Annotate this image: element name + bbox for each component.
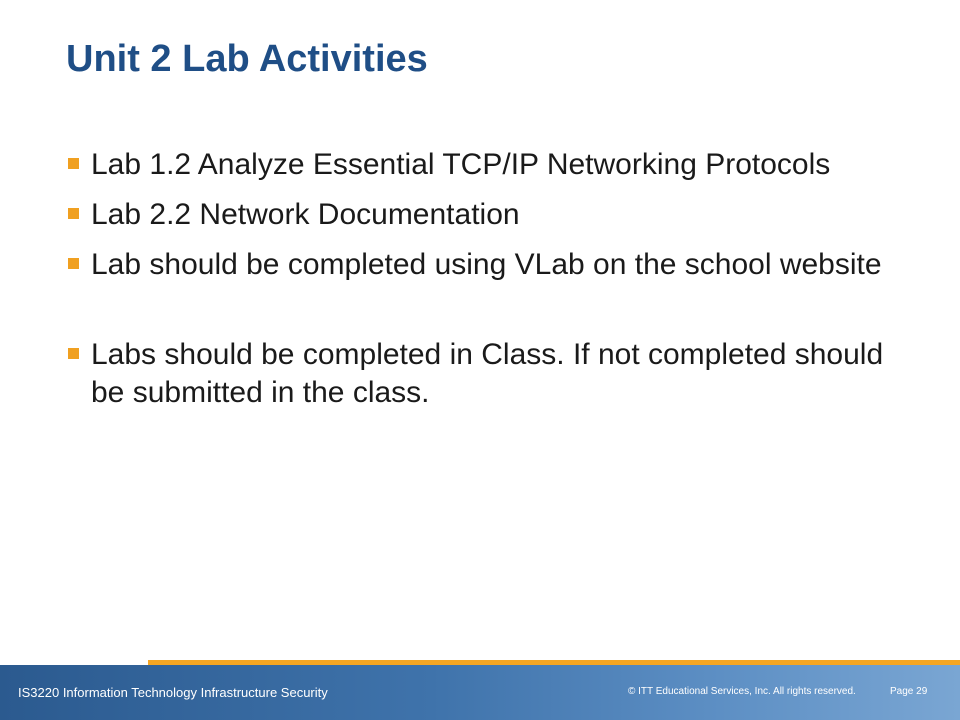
square-bullet-icon <box>68 348 79 359</box>
bullet-text: Lab 1.2 Analyze Essential TCP/IP Networking Protocols <box>91 148 831 181</box>
footer-page-number: Page 29 <box>890 686 928 697</box>
bullet-item-vlab <box>66 246 886 284</box>
square-bullet-icon <box>68 258 79 269</box>
bullet-list <box>66 146 886 424</box>
footer-course-title: IS3220 Information Technology Infrastructure Security <box>18 685 328 700</box>
slide-title: Unit 2 Lab Activities <box>66 38 428 80</box>
bullet-text: Labs should be completed in Class. If not completed should be submitted in the class. <box>91 338 884 409</box>
bullet-item-lab-2-2 <box>66 196 886 234</box>
bullet-text: Lab should be completed using VLab on the school website <box>91 248 882 281</box>
bullet-item-completion <box>66 336 886 412</box>
square-bullet-icon <box>68 208 79 219</box>
bullet-text: Lab 2.2 Network Documentation <box>91 198 520 231</box>
footer-copyright: © ITT Educational Services, Inc. All rights reserved. <box>628 686 856 697</box>
square-bullet-icon <box>68 158 79 169</box>
bullet-item-lab-1-2 <box>66 146 886 184</box>
